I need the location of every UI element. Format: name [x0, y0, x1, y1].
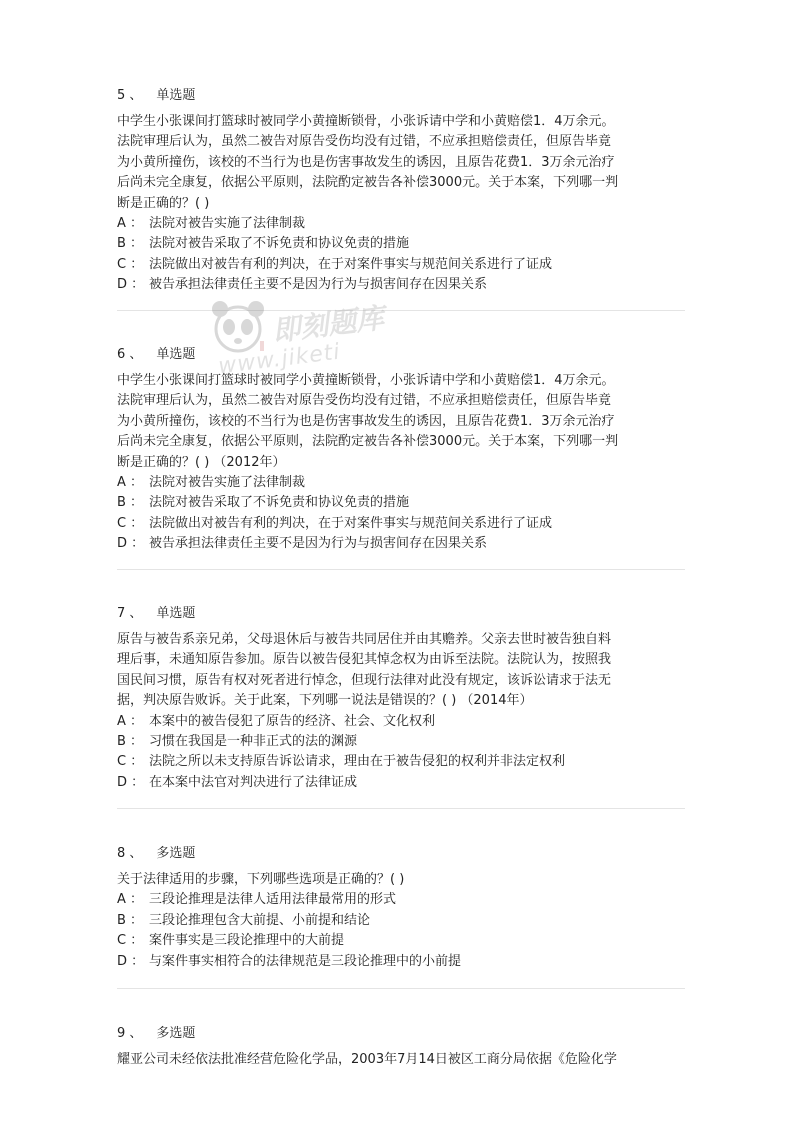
option-text: 在本案中法官对判决进行了法律证成 [149, 774, 358, 790]
option-text: 法院对被告采取了不诉免责和协议免责的措施 [149, 495, 410, 511]
option-b[interactable] [117, 234, 685, 254]
option-letter: D ： [117, 536, 145, 552]
stem-line: 关于法律适用的步骤，下列哪些选项是正确的？( ) [117, 872, 405, 887]
question-stem [117, 870, 685, 890]
option-text: 案件事实是三段论推理中的大前提 [149, 933, 345, 949]
stem-line: 后尚未完全康复，依据公平原则，法院酌定被告各补偿3000元。关于本案，下列哪一判 [117, 175, 619, 191]
question-stem [117, 371, 685, 473]
watermark-brand: 即刻题库 [270, 301, 386, 348]
question-stem [117, 1050, 685, 1070]
stem-line: 原告与被告系亲兄弟，父母退休后与被告共同居住并由其赡养。父亲去世时被告独自料 [117, 632, 612, 647]
question-type: 多选题 [156, 1026, 196, 1041]
option-text: 法院做出对被告有利的判决，在于对案件事实与规范间关系进行了证成 [149, 515, 553, 531]
option-d[interactable] [117, 275, 685, 295]
stem-line: 法院审理后认为，虽然二被告对原告受伤均没有过错，不应承担赔偿责任，但原告毕竟 [117, 134, 612, 150]
question-header [117, 604, 685, 624]
option-c[interactable] [117, 514, 685, 534]
stem-line: 为小黄所撞伤，该校的不当行为也是伤害事故发生的诱因，且原告花费1．3万余元治疗 [117, 413, 615, 429]
stem-line: 国民间习惯，原告有权对死者进行悼念，但现行法律对此没有规定，该诉讼请求于法无 [117, 672, 612, 688]
question-number: 8 、 [117, 846, 143, 861]
option-a[interactable] [117, 473, 685, 493]
option-a[interactable] [117, 214, 685, 234]
question-type: 多选题 [156, 846, 196, 861]
option-c[interactable] [117, 931, 685, 951]
stem-line: 后尚未完全康复，依据公平原则，法院酌定被告各补偿3000元。关于本案，下列哪一判 [117, 434, 619, 450]
question-9 [117, 1024, 685, 1070]
options-list [117, 712, 685, 794]
option-a[interactable] [117, 890, 685, 910]
option-letter: D ： [117, 277, 145, 293]
option-letter: B ： [117, 495, 144, 511]
stem-line: 中学生小张课间打篮球时被同学小黄撞断锁骨，小张诉请中学和小黄赔偿1．4万余元。 [117, 373, 615, 388]
options-list [117, 214, 685, 296]
question-header [117, 1024, 685, 1044]
option-text: 三段论推理包含大前提、小前提和结论 [149, 912, 371, 928]
option-text: 法院之所以未支持原告诉讼请求，理由在于被告侵犯的权利并非法定权利 [149, 754, 566, 770]
option-letter: B ： [117, 236, 144, 252]
option-letter: C ： [117, 754, 144, 770]
watermark-url: www.jiketi [216, 339, 342, 380]
option-letter: A ： [117, 475, 144, 491]
option-letter: A ： [117, 713, 144, 729]
option-d[interactable] [117, 952, 685, 972]
question-stem [117, 112, 685, 214]
question-type: 单选题 [156, 606, 196, 621]
question-7 [117, 604, 685, 793]
stem-line: 耀亚公司未经依法批准经营危险化学品，2003年7月14日被区工商分局依据《危险化学 [117, 1052, 617, 1067]
option-c[interactable] [117, 255, 685, 275]
question-type: 单选题 [156, 347, 196, 362]
options-list [117, 473, 685, 555]
stem-line: 中学生小张课间打篮球时被同学小黄撞断锁骨，小张诉请中学和小黄赔偿1．4万余元。 [117, 114, 615, 129]
option-c[interactable] [117, 752, 685, 772]
stem-line: 断是正确的？( ) [117, 195, 210, 211]
option-text: 被告承担法律责任主要不是因为行为与损害间存在因果关系 [149, 277, 488, 293]
stem-line: 理后事，未通知原告参加。原告以被告侵犯其悼念权为由诉至法院。法院认为，按照我 [117, 652, 612, 668]
stem-line: 据，判决原告败诉。关于此案，下列哪一说法是错误的？( ) （2014年） [117, 693, 533, 709]
option-b[interactable] [117, 493, 685, 513]
option-letter: D ： [117, 953, 145, 969]
option-letter: C ： [117, 933, 144, 949]
options-list [117, 890, 685, 972]
question-divider [117, 569, 685, 570]
option-text: 法院对被告实施了法律制裁 [149, 216, 306, 232]
option-text: 法院对被告实施了法律制裁 [149, 475, 306, 491]
option-text: 被告承担法律责任主要不是因为行为与损害间存在因果关系 [149, 536, 488, 552]
stem-line: 为小黄所撞伤，该校的不当行为也是伤害事故发生的诱因，且原告花费1．3万余元治疗 [117, 154, 615, 170]
question-header [117, 345, 685, 365]
option-letter: B ： [117, 912, 144, 928]
question-type: 单选题 [156, 88, 196, 103]
question-header [117, 844, 685, 864]
question-5 [117, 86, 685, 296]
option-text: 与案件事实相符合的法律规范是三段论推理中的小前提 [149, 953, 462, 969]
option-letter: C ： [117, 515, 144, 531]
option-text: 法院对被告采取了不诉免责和协议免责的措施 [149, 236, 410, 252]
option-text: 法院做出对被告有利的判决，在于对案件事实与规范间关系进行了证成 [149, 256, 553, 272]
question-header [117, 86, 685, 106]
option-b[interactable] [117, 911, 685, 931]
question-stem [117, 630, 685, 712]
option-d[interactable] [117, 534, 685, 554]
stem-line: 断是正确的？( ) （2012年） [117, 454, 286, 470]
option-text: 本案中的被告侵犯了原告的经济、社会、文化权利 [149, 713, 436, 729]
option-text: 习惯在我国是一种非正式的法的渊源 [149, 734, 358, 750]
option-letter: A ： [117, 216, 144, 232]
option-letter: B ： [117, 734, 144, 750]
option-d[interactable] [117, 773, 685, 793]
question-divider [117, 310, 685, 311]
question-number: 6 、 [117, 347, 143, 362]
question-8 [117, 844, 685, 972]
option-b[interactable] [117, 732, 685, 752]
question-divider [117, 808, 685, 809]
question-number: 5 、 [117, 88, 143, 103]
question-number: 9 、 [117, 1026, 143, 1041]
question-number: 7 、 [117, 606, 143, 621]
option-letter: C ： [117, 256, 144, 272]
option-a[interactable] [117, 712, 685, 732]
option-letter: D ： [117, 774, 145, 790]
stem-line: 法院审理后认为，虽然二被告对原告受伤均没有过错，不应承担赔偿责任，但原告毕竟 [117, 393, 612, 409]
question-divider [117, 988, 685, 989]
option-letter: A ： [117, 892, 144, 908]
question-6 [117, 345, 685, 555]
option-text: 三段论推理是法律人适用法律最常用的形式 [149, 892, 397, 908]
